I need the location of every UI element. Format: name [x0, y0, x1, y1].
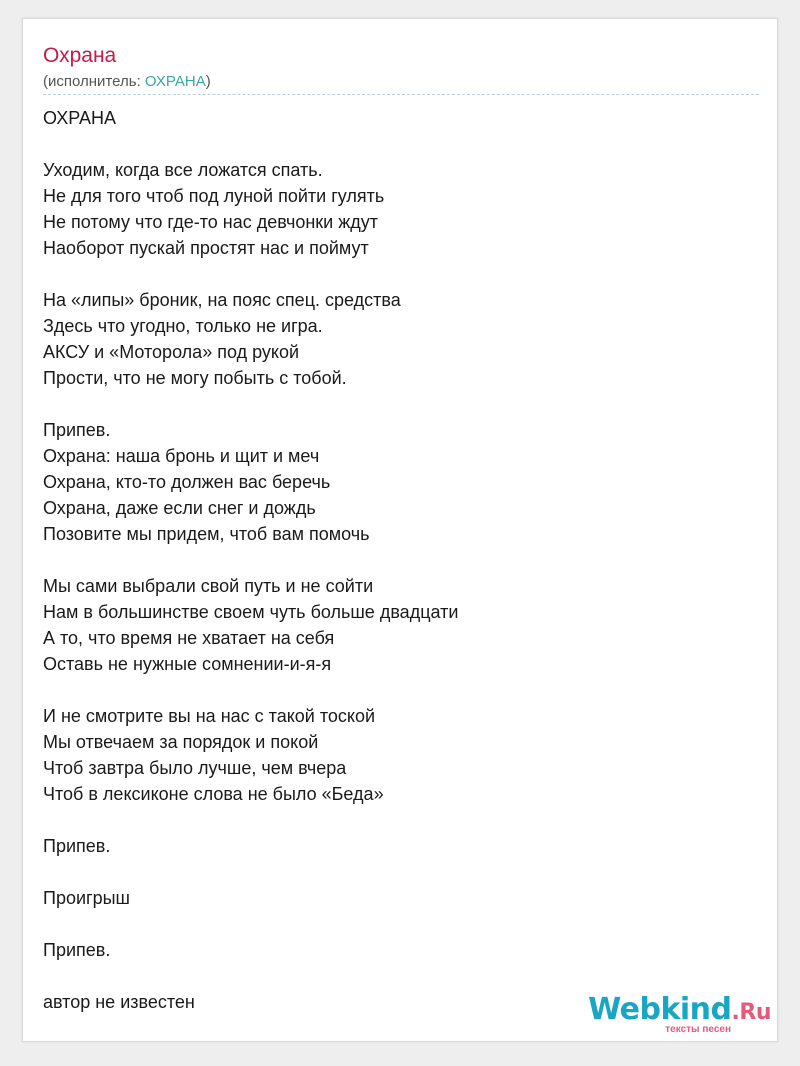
artist-line: [43, 73, 211, 91]
lyric-line: Не потому что где-то нас девчонки ждут: [43, 212, 379, 232]
lyric-line: автор не известен: [43, 992, 195, 1012]
lyric-line: Уходим, когда все ложатся спать.: [43, 160, 323, 180]
lyric-line: Оставь не нужные сомнении-и-я-я: [43, 654, 332, 674]
lyric-line: Мы отвечаем за порядок и покой: [43, 732, 319, 752]
lyric-line: Припев.: [43, 940, 111, 960]
lyric-line: Припев.: [43, 420, 111, 440]
lyric-blank-line: [43, 547, 458, 573]
lyric-blank-line: [43, 131, 458, 157]
lyric-line: Проигрыш: [43, 888, 130, 908]
logo-tagline: тексты песен: [665, 1024, 731, 1035]
lyric-line: Нам в большинстве своем чуть больше двадцати: [43, 602, 459, 622]
artist-suffix: ): [205, 73, 211, 90]
lyric-blank-line: [43, 859, 458, 885]
lyric-blank-line: [43, 677, 458, 703]
artist-link[interactable]: ОХРАНА: [144, 73, 206, 90]
lyrics-text: [43, 105, 458, 1015]
lyric-line: Чтоб завтра было лучше, чем вчера: [43, 758, 347, 778]
divider: [43, 94, 759, 95]
lyric-blank-line: [43, 911, 458, 937]
site-logo[interactable]: [571, 992, 771, 1039]
lyric-line: И не смотрите вы на нас с такой тоской: [43, 706, 376, 726]
lyric-blank-line: [43, 261, 458, 287]
lyric-blank-line: [43, 963, 458, 989]
lyric-blank-line: [43, 807, 458, 833]
lyric-line: Чтоб в лексиконе слова не было «Беда»: [43, 784, 384, 804]
lyric-line: Позовите мы придем, чтоб вам помочь: [43, 524, 370, 544]
song-title: Охрана: [43, 44, 117, 67]
lyric-line: Мы сами выбрали свой путь и не сойти: [43, 576, 374, 596]
lyric-line: Прости, что не могу побыть с тобой.: [43, 368, 347, 388]
lyric-line: ОХРАНА: [43, 108, 117, 128]
lyric-line: Наоборот пускай простят нас и поймут: [43, 238, 369, 258]
lyric-line: Охрана, кто-то должен вас беречь: [43, 472, 331, 492]
logo-tld: .Ru: [731, 1000, 771, 1025]
artist-prefix: (исполнитель:: [43, 73, 145, 90]
lyric-line: Охрана, даже если снег и дождь: [43, 498, 316, 518]
lyric-blank-line: [43, 391, 458, 417]
lyric-line: Здесь что угодно, только не игра.: [43, 316, 323, 336]
lyric-line: Охрана: наша бронь и щит и меч: [43, 446, 320, 466]
lyric-line: АКСУ и «Моторола» под рукой: [43, 342, 300, 362]
lyric-line: На «липы» броник, на пояс спец. средства: [43, 290, 401, 310]
logo-brand: Webkind: [588, 992, 732, 1027]
lyric-line: Не для того чтоб под луной пойти гулять: [43, 186, 385, 206]
lyric-line: Припев.: [43, 836, 111, 856]
lyrics-page: [22, 18, 778, 1042]
lyric-line: А то, что время не хватает на себя: [43, 628, 335, 648]
